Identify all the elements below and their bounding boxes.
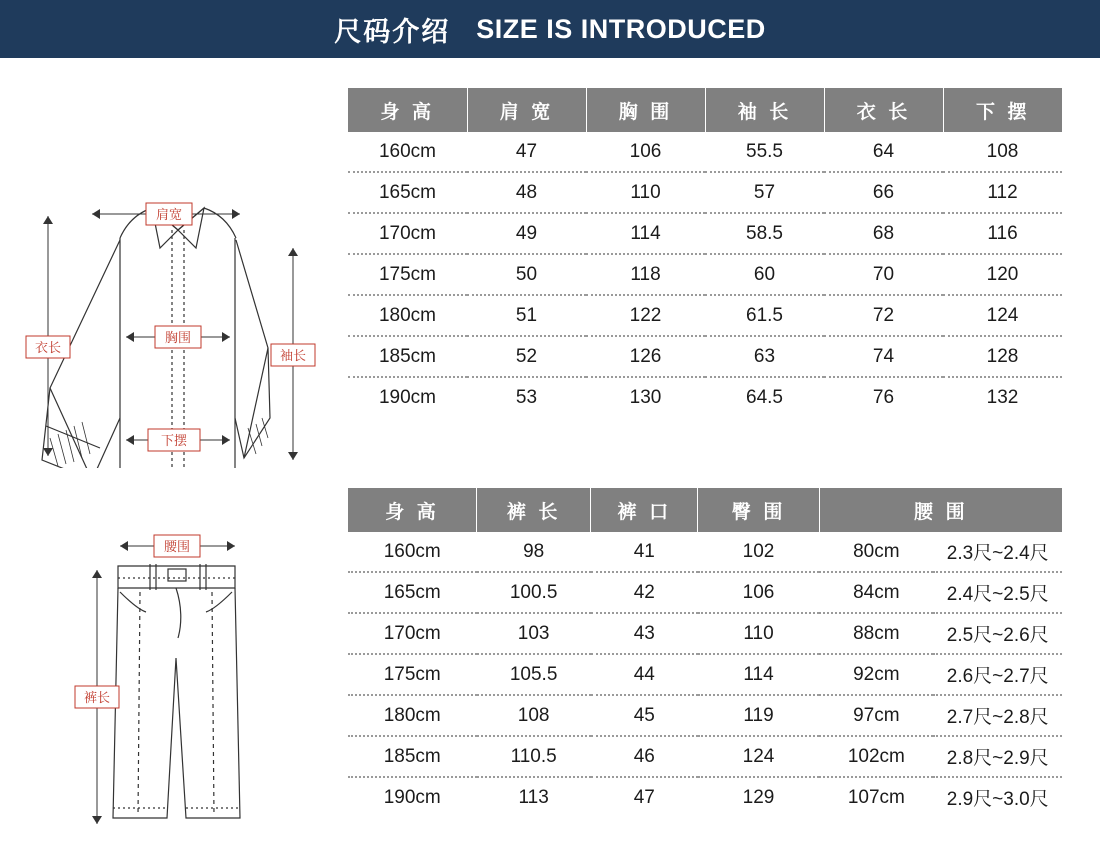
cell-length: 66 — [824, 172, 943, 213]
cell-length: 70 — [824, 254, 943, 295]
cell-height: 185cm — [348, 736, 477, 777]
cell-pant-opening: 43 — [591, 613, 698, 654]
pants-illustration — [0, 488, 340, 848]
cell-height: 165cm — [348, 572, 477, 613]
cell-hip: 110 — [698, 613, 819, 654]
page-title-cn: 尺码介绍 — [334, 16, 451, 48]
page-content — [0, 58, 1100, 837]
cell-height: 170cm — [348, 213, 467, 254]
cell-waist-chi: 2.5尺~2.6尺 — [933, 613, 1062, 654]
cell-pant-length: 105.5 — [477, 654, 591, 695]
pants-table-wrap — [340, 488, 1100, 848]
cell-hem: 124 — [943, 295, 1062, 336]
cell-hip: 119 — [698, 695, 819, 736]
cell-height: 165cm — [348, 172, 467, 213]
cell-hip: 106 — [698, 572, 819, 613]
cell-height: 170cm — [348, 613, 477, 654]
pants-diagram — [0, 488, 340, 848]
shirt-illustration — [0, 88, 340, 468]
label-length: 衣长 — [34, 341, 62, 356]
shirt-table-head — [348, 88, 1062, 132]
cell-height: 175cm — [348, 254, 467, 295]
cell-length: 72 — [824, 295, 943, 336]
cell-hip: 102 — [698, 532, 819, 572]
col-header-length: 衣 长 — [824, 88, 943, 132]
table-row — [348, 254, 1062, 295]
cell-waist-chi: 2.8尺~2.9尺 — [933, 736, 1062, 777]
table-row — [348, 572, 1062, 613]
cell-waist-chi: 2.7尺~2.8尺 — [933, 695, 1062, 736]
label-waist: 腰围 — [163, 540, 191, 555]
pants-table-body — [348, 532, 1062, 817]
cell-shoulder: 48 — [467, 172, 586, 213]
col-header-chest: 胸 围 — [586, 88, 705, 132]
cell-length: 76 — [872, 386, 895, 408]
table-row — [348, 377, 1062, 417]
cell-hip: 114 — [698, 654, 819, 695]
cell-chest: 122 — [586, 295, 705, 336]
table-row — [348, 295, 1062, 336]
cell-waist-cm: 84cm — [819, 572, 933, 613]
pants-table-head — [348, 488, 1062, 532]
cell-waist-chi: 2.3尺~2.4尺 — [933, 532, 1062, 572]
shirt-table-body — [348, 132, 1062, 417]
table-header-row — [348, 488, 1062, 532]
cell-hem: 116 — [943, 213, 1062, 254]
cell-sleeve: 58.5 — [705, 213, 824, 254]
pants-size-table — [348, 488, 1062, 817]
col-header-shoulder: 肩 宽 — [467, 88, 586, 132]
page-title-en: SIZE IS INTRODUCED — [476, 13, 766, 44]
cell-height: 185cm — [348, 336, 467, 377]
cell-height: 160cm — [348, 132, 467, 172]
cell-pant-opening: 46 — [591, 736, 698, 777]
cell-hem: 112 — [943, 172, 1062, 213]
cell-height: 160cm — [348, 532, 477, 572]
table-row — [348, 613, 1062, 654]
cell-length: 64 — [824, 132, 943, 172]
cell-height: 180cm — [348, 295, 467, 336]
cell-hem: 108 — [943, 132, 1062, 172]
cell-waist-chi: 2.9尺~3.0尺 — [946, 789, 1049, 810]
cell-shoulder: 49 — [467, 213, 586, 254]
cell-height: 180cm — [348, 695, 477, 736]
table-row — [348, 132, 1062, 172]
col-header-hip: 臀 围 — [698, 488, 819, 532]
cell-sleeve: 60 — [705, 254, 824, 295]
cell-sleeve: 63 — [705, 336, 824, 377]
cell-chest: 126 — [586, 336, 705, 377]
cell-waist-cm: 80cm — [819, 532, 933, 572]
cell-shoulder: 50 — [467, 254, 586, 295]
cell-hem: 132 — [986, 386, 1019, 408]
page-header — [0, 0, 1100, 58]
table-row — [348, 532, 1062, 572]
cell-pant-length: 103 — [477, 613, 591, 654]
col-header-pant-opening: 裤 口 — [591, 488, 698, 532]
cell-length: 74 — [824, 336, 943, 377]
table-row — [348, 777, 1062, 817]
cell-waist-cm: 102cm — [819, 736, 933, 777]
cell-hip: 124 — [698, 736, 819, 777]
cell-chest: 118 — [586, 254, 705, 295]
table-header-row — [348, 88, 1062, 132]
cell-sleeve: 64.5 — [746, 386, 783, 408]
cell-chest: 106 — [586, 132, 705, 172]
cell-shoulder: 47 — [467, 132, 586, 172]
table-row — [348, 336, 1062, 377]
cell-waist-chi: 2.6尺~2.7尺 — [933, 654, 1062, 695]
label-pant-length: 裤长 — [83, 691, 111, 706]
cell-shoulder: 52 — [467, 336, 586, 377]
cell-pant-length: 108 — [477, 695, 591, 736]
cell-pant-length: 113 — [518, 786, 549, 808]
label-sleeve: 袖长 — [279, 349, 307, 364]
cell-pant-opening: 41 — [591, 532, 698, 572]
col-header-waist: 腰 围 — [819, 488, 1062, 532]
cell-pant-opening: 44 — [591, 654, 698, 695]
col-header-hem: 下 摆 — [943, 88, 1062, 132]
cell-pant-opening: 45 — [591, 695, 698, 736]
cell-length: 68 — [824, 213, 943, 254]
label-shoulder: 肩宽 — [155, 208, 183, 223]
cell-waist-cm: 107cm — [847, 786, 905, 808]
col-header-pant-length: 裤 长 — [477, 488, 591, 532]
cell-pant-length: 100.5 — [477, 572, 591, 613]
label-hem: 下摆 — [160, 434, 188, 449]
cell-hip: 129 — [742, 786, 775, 808]
cell-sleeve: 57 — [705, 172, 824, 213]
cell-height: 190cm — [378, 386, 437, 408]
cell-hem: 120 — [943, 254, 1062, 295]
cell-height: 175cm — [348, 654, 477, 695]
shirt-section — [0, 88, 1100, 468]
cell-sleeve: 55.5 — [705, 132, 824, 172]
col-header-sleeve: 袖 长 — [705, 88, 824, 132]
cell-chest: 114 — [586, 213, 705, 254]
cell-chest: 110 — [586, 172, 705, 213]
table-row — [348, 736, 1062, 777]
col-header-height: 身 高 — [348, 88, 467, 132]
cell-pant-opening: 42 — [591, 572, 698, 613]
cell-pant-opening: 47 — [633, 786, 655, 808]
cell-hem: 128 — [943, 336, 1062, 377]
col-header-height: 身 高 — [348, 488, 477, 532]
cell-waist-cm: 88cm — [819, 613, 933, 654]
shirt-table-wrap — [340, 88, 1100, 468]
cell-chest: 130 — [629, 386, 662, 408]
table-row — [348, 695, 1062, 736]
cell-waist-chi: 2.4尺~2.5尺 — [933, 572, 1062, 613]
cell-pant-length: 110.5 — [477, 736, 591, 777]
cell-shoulder: 53 — [515, 386, 538, 408]
table-row — [348, 654, 1062, 695]
pants-section — [0, 488, 1100, 848]
cell-height: 190cm — [383, 786, 441, 808]
shirt-size-table — [348, 88, 1062, 417]
table-row — [348, 172, 1062, 213]
cell-waist-cm: 97cm — [819, 695, 933, 736]
label-chest: 胸围 — [164, 331, 192, 346]
cell-shoulder: 51 — [467, 295, 586, 336]
cell-pant-length: 98 — [477, 532, 591, 572]
cell-sleeve: 61.5 — [705, 295, 824, 336]
table-row — [348, 213, 1062, 254]
shirt-diagram — [0, 88, 340, 468]
cell-waist-cm: 92cm — [819, 654, 933, 695]
